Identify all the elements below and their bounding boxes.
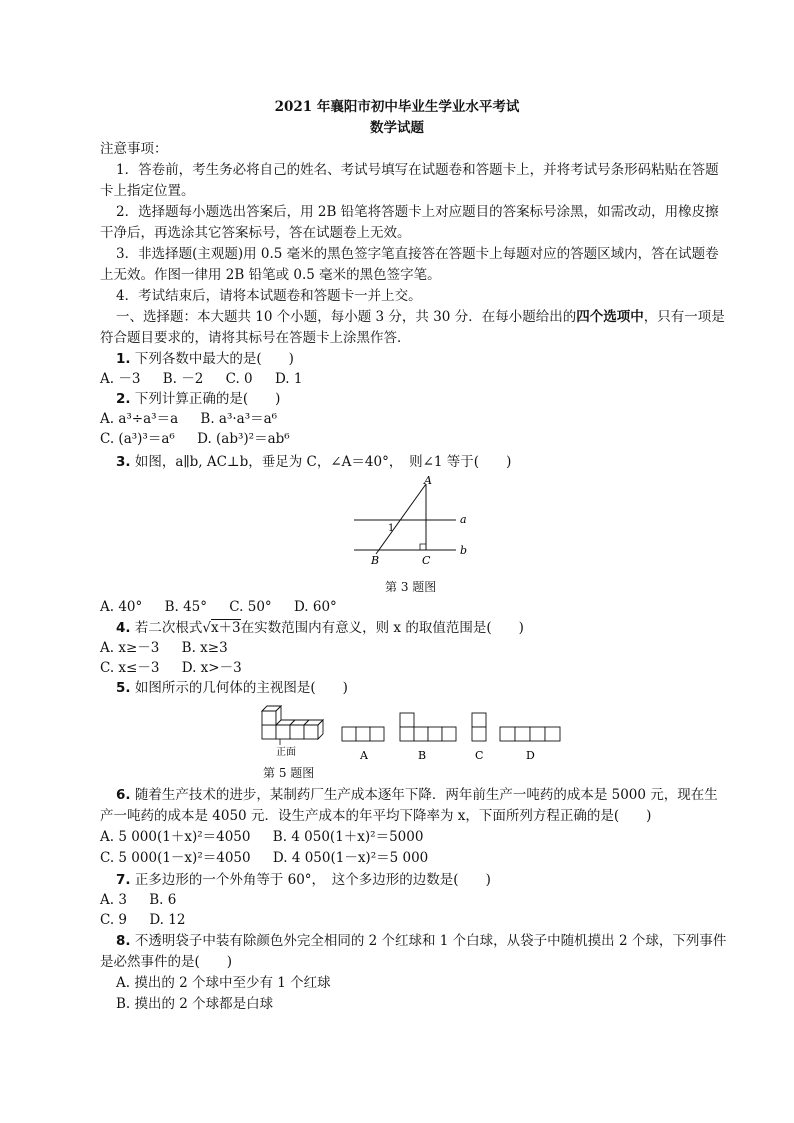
question-8-stem-line2: 是必然事件的是( ) bbox=[100, 954, 233, 970]
label-line-a: a bbox=[460, 513, 467, 526]
option-b-label: B bbox=[418, 749, 427, 762]
notice-line: 3．非选择题(主观题)用 0.5 毫米的黑色签字笔直接答在答题卡上每题对应的答题区域内，答在试题卷 bbox=[116, 246, 719, 262]
front-label: 正面 bbox=[276, 747, 296, 758]
question-8 bbox=[116, 931, 726, 951]
option-d-view bbox=[500, 727, 560, 741]
question-4 bbox=[116, 618, 524, 638]
question-stem: 正多边形的一个外角等于 60°， 这个多边形的边数是( ) bbox=[134, 872, 491, 888]
option-b-view bbox=[400, 713, 456, 741]
question-6-stem-line2: 产一吨药的成本是 4050 元．设生产成本的年平均下降率为 x，下面所列方程正确的是( ) bbox=[100, 808, 652, 824]
option-d: D. 1 bbox=[274, 371, 303, 387]
question-stem: 下列计算正确的是( ) bbox=[134, 391, 281, 407]
option-c: C. x≤－3 bbox=[100, 660, 160, 676]
option-a-view bbox=[342, 727, 384, 741]
radical-sign: √ bbox=[202, 620, 211, 636]
question-3-options bbox=[100, 597, 355, 617]
question-number: 5. bbox=[116, 680, 131, 696]
question-7-options-row2 bbox=[100, 910, 203, 930]
question-stem: 下列各数中最大的是( ) bbox=[134, 351, 294, 367]
question-number: 8. bbox=[116, 933, 131, 949]
segment-ab bbox=[376, 484, 426, 554]
label-point-a: A bbox=[424, 474, 432, 487]
question-number: 1. bbox=[116, 351, 131, 367]
question-number: 7. bbox=[116, 872, 131, 888]
section-instructions-line2: 符合题目要求的，请将其标号在答题卡上涂黑作答． bbox=[100, 330, 411, 346]
label-point-c: C bbox=[422, 554, 431, 567]
question-2-options-row1 bbox=[100, 409, 295, 429]
figure-5-caption: 第 5 题图 bbox=[263, 766, 315, 780]
option-d: D. 60° bbox=[293, 599, 337, 615]
option-a: A. x≥－3 bbox=[100, 640, 160, 656]
question-6-options-row1 bbox=[100, 827, 441, 847]
question-2-options-row2 bbox=[100, 429, 308, 449]
question-7-options-row1 bbox=[100, 890, 194, 910]
option-b: B. －2 bbox=[162, 371, 204, 387]
option-c-label: C bbox=[475, 749, 484, 762]
question-stem: 随着生产技术的进步，某制药厂生产成本逐年下降．两年前生产一吨药的成本是 5000 元，现在生 bbox=[134, 787, 718, 803]
question-6 bbox=[116, 785, 718, 805]
label-point-b: B bbox=[371, 554, 380, 567]
notice-line: 卡上指定位置。 bbox=[100, 183, 195, 199]
question-number: 6. bbox=[116, 787, 131, 803]
option-c-view bbox=[472, 713, 486, 741]
section-text: 本大题共 10 个小题，每小题 3 分，共 30 分．在每小题给出的 bbox=[197, 309, 577, 325]
question-5-figure bbox=[258, 703, 568, 765]
notice-line: 2．选择题每小题选出答案后，用 2B 铅笔将答题卡上对应题目的答案标号涂黑，如需改动，用橡皮擦 bbox=[116, 204, 719, 220]
option-c: C. 0 bbox=[225, 371, 253, 387]
option-c: C. 9 bbox=[100, 912, 128, 928]
notice-line: 1．答卷前，考生务必将自己的姓名、考试号填写在试题卷和答题卡上，并将考试号条形码粘贴在答题 bbox=[116, 162, 719, 178]
question-2 bbox=[116, 389, 280, 409]
question-stem: 如图，a∥b, AC⊥b，垂足为 C，∠A＝40°， 则∠1 等于( ) bbox=[134, 454, 512, 470]
notice-heading: 注意事项： bbox=[100, 141, 168, 157]
question-3 bbox=[116, 452, 511, 472]
option-d-label: D bbox=[526, 749, 535, 762]
question-stem: 在实数范围内有意义，则 x 的取值范围是( ) bbox=[240, 620, 524, 636]
radicand: x＋3 bbox=[210, 620, 241, 636]
option-a: A. 5 000(1＋x)²＝4050 bbox=[100, 829, 251, 845]
option-c: C. (a³)³＝a⁶ bbox=[100, 431, 175, 447]
label-line-b: b bbox=[460, 544, 468, 557]
option-a: A. 40° bbox=[100, 599, 143, 615]
solid-isometric bbox=[262, 706, 323, 739]
question-6-options-row2 bbox=[100, 848, 446, 868]
option-a: A. －3 bbox=[100, 371, 141, 387]
question-4-options-row1 bbox=[100, 638, 246, 658]
option-c: C. 5 000(1－x)²＝4050 bbox=[100, 850, 251, 866]
option-d: D. 12 bbox=[149, 912, 186, 928]
question-stem: 如图所示的几何体的主视图是( ) bbox=[134, 680, 348, 696]
question-1 bbox=[116, 349, 294, 369]
figure-3-caption: 第 3 题图 bbox=[385, 580, 437, 594]
question-number: 2. bbox=[116, 391, 131, 407]
question-1-options bbox=[100, 369, 320, 389]
section-instructions bbox=[116, 307, 725, 327]
option-c: C. 50° bbox=[229, 599, 272, 615]
option-b: B. x≥3 bbox=[181, 640, 228, 656]
option-d: D. x>－3 bbox=[181, 660, 242, 676]
question-5 bbox=[116, 678, 348, 698]
section-text: ，只有一项是 bbox=[643, 309, 725, 325]
label-angle-1: 1 bbox=[388, 523, 395, 534]
right-angle-mark bbox=[420, 544, 426, 550]
notice-line: 干净后，再选涂其它答案标号，答在试题卷上无效。 bbox=[100, 225, 411, 241]
question-3-figure bbox=[346, 474, 476, 570]
question-stem: 若二次根式 bbox=[134, 620, 203, 636]
question-number: 3. bbox=[116, 454, 131, 470]
option-b: B. 45° bbox=[164, 599, 207, 615]
section-label: 一、选择题： bbox=[116, 309, 197, 325]
question-stem: 不透明袋子中装有除颜色外完全相同的 2 个红球和 1 个白球，从袋子中随机摸出 2 个球，下列事件 bbox=[134, 933, 727, 949]
option-d: D. (ab³)²＝ab⁶ bbox=[197, 431, 290, 447]
option-a: A. a³÷a³＝a bbox=[100, 411, 179, 427]
exam-subject: 数学试题 bbox=[370, 120, 424, 136]
option-b: B. 4 050(1＋x)²＝5000 bbox=[272, 829, 424, 845]
exam-title: 2021 年襄阳市初中毕业生学业水平考试 bbox=[274, 99, 520, 115]
question-number: 4. bbox=[116, 620, 131, 636]
option-b: B. a³·a³＝a⁶ bbox=[200, 411, 278, 427]
option-d: D. 4 050(1－x)²＝5 000 bbox=[272, 850, 429, 866]
option-a-label: A bbox=[360, 749, 368, 762]
section-emphasis: 四个选项中 bbox=[576, 309, 644, 325]
option-b: B. 摸出的 2 个球都是白球 bbox=[116, 996, 274, 1012]
option-a: A. 3 bbox=[100, 892, 127, 908]
option-a: A. 摸出的 2 个球中至少有 1 个红球 bbox=[116, 975, 331, 991]
notice-line: 上无效。作图一律用 2B 铅笔或 0.5 毫米的黑色签字笔。 bbox=[100, 267, 441, 283]
option-b: B. 6 bbox=[149, 892, 177, 908]
notice-line: 4．考试结束后，请将本试题卷和答题卡一并上交。 bbox=[116, 288, 422, 304]
question-7 bbox=[116, 870, 491, 890]
question-4-options-row2 bbox=[100, 658, 260, 678]
